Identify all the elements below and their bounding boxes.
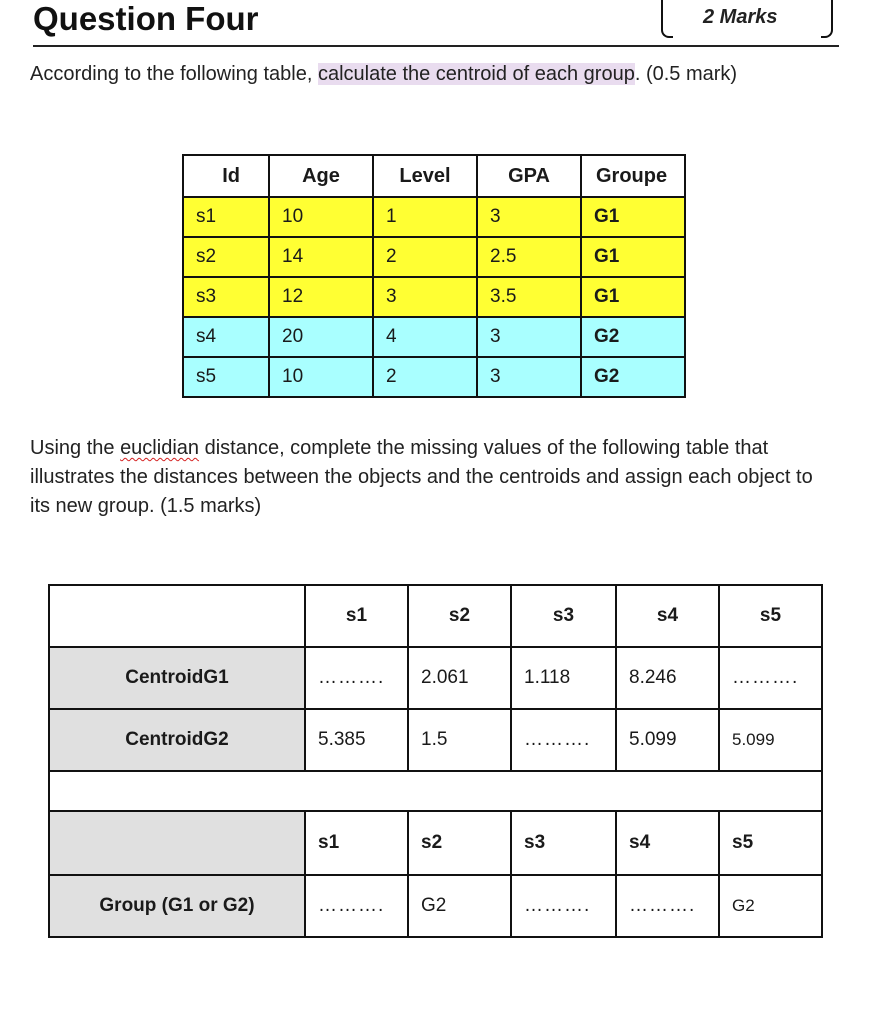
- spacer-cell: [49, 771, 822, 811]
- cell-level: 1: [373, 197, 477, 237]
- header-level: Level: [373, 155, 477, 197]
- col-header: s5: [719, 585, 822, 647]
- cell-gpa: 3: [477, 357, 581, 397]
- cell-group: G2: [581, 357, 685, 397]
- table-row: [183, 197, 685, 237]
- table-row: [49, 647, 822, 709]
- cell-level: 2: [373, 357, 477, 397]
- header-gpa: GPA: [477, 155, 581, 197]
- distance-cell: 5.099: [616, 709, 719, 771]
- group-cell: G2: [408, 875, 511, 937]
- spacer-row: [49, 771, 822, 811]
- cell-age: 12: [269, 277, 373, 317]
- instruction-text: Using the: [30, 437, 121, 459]
- group-cell: G2: [719, 875, 822, 937]
- group-cell[interactable]: ……….: [511, 875, 616, 937]
- title-divider: [33, 45, 839, 47]
- instruction-text-end: distance, complete the missing values of the following table that illustrates the distances between the objects and the centroids and assign each object to its new group. (1.5 marks): [30, 437, 813, 517]
- cell-level: 4: [373, 317, 477, 357]
- distance-cell: 8.246: [616, 647, 719, 709]
- table-row: [183, 317, 685, 357]
- group-cell[interactable]: ……….: [616, 875, 719, 937]
- cell-level: 3: [373, 277, 477, 317]
- intro-paragraph: [30, 59, 830, 90]
- cell-age: 20: [269, 317, 373, 357]
- corner-cell: [49, 585, 305, 647]
- col-header: s2: [408, 811, 511, 875]
- highlighted-text: calculate the centroid of each group: [317, 63, 635, 85]
- distance-table: [48, 584, 823, 938]
- col-header: s4: [616, 811, 719, 875]
- row-label-centroid-g1: CentroidG1: [49, 647, 305, 709]
- cell-gpa: 3: [477, 197, 581, 237]
- table-row: [183, 277, 685, 317]
- cell-gpa: 3: [477, 317, 581, 357]
- cell-group: G1: [581, 197, 685, 237]
- blank-header-cell: [49, 811, 305, 875]
- header-groupe: Groupe: [581, 155, 685, 197]
- col-header: s1: [305, 585, 408, 647]
- cell-id: s3: [183, 277, 269, 317]
- table-row: [49, 875, 822, 937]
- distance-cell[interactable]: ……….: [511, 709, 616, 771]
- distance-cell: 5.099: [719, 709, 822, 771]
- cell-id: s1: [183, 197, 269, 237]
- cell-gpa: 2.5: [477, 237, 581, 277]
- cell-group: G1: [581, 277, 685, 317]
- distance-cell: 2.061: [408, 647, 511, 709]
- table-row: [183, 237, 685, 277]
- distance-cell[interactable]: ……….: [719, 647, 822, 709]
- col-header: s5: [719, 811, 822, 875]
- distance-cell[interactable]: ……….: [305, 647, 408, 709]
- cell-id: s5: [183, 357, 269, 397]
- col-header: s3: [511, 585, 616, 647]
- bracket-right: [821, 0, 833, 38]
- col-header: s4: [616, 585, 719, 647]
- cell-group: G2: [581, 317, 685, 357]
- table-row: [183, 357, 685, 397]
- instruction-paragraph: [30, 434, 830, 521]
- row-label-group: Group (G1 or G2): [49, 875, 305, 937]
- table-header-row: [183, 155, 685, 197]
- marks-label: 2 Marks: [703, 6, 778, 28]
- group-cell[interactable]: ……….: [305, 875, 408, 937]
- student-table: [182, 154, 686, 398]
- misspelled-word: euclidian: [120, 437, 200, 459]
- distance-header-row: [49, 585, 822, 647]
- page-title: Question Four: [33, 0, 259, 37]
- distance-cell: 1.5: [408, 709, 511, 771]
- bracket-left: [661, 0, 673, 38]
- cell-age: 14: [269, 237, 373, 277]
- row-label-centroid-g2: CentroidG2: [49, 709, 305, 771]
- marks-box: [661, 0, 833, 36]
- col-header: s2: [408, 585, 511, 647]
- table-row: [49, 709, 822, 771]
- distance-cell: 5.385: [305, 709, 408, 771]
- cell-gpa: 3.5: [477, 277, 581, 317]
- distance-cell: 1.118: [511, 647, 616, 709]
- cell-age: 10: [269, 357, 373, 397]
- cell-level: 2: [373, 237, 477, 277]
- col-header: s3: [511, 811, 616, 875]
- group-header-row: [49, 811, 822, 875]
- header-id: Id: [183, 155, 269, 197]
- col-header: s1: [305, 811, 408, 875]
- intro-text: According to the following table,: [30, 63, 318, 85]
- cell-id: s4: [183, 317, 269, 357]
- cell-id: s2: [183, 237, 269, 277]
- cell-group: G1: [581, 237, 685, 277]
- header-age: Age: [269, 155, 373, 197]
- cell-age: 10: [269, 197, 373, 237]
- intro-text-end: . (0.5 mark): [634, 63, 738, 85]
